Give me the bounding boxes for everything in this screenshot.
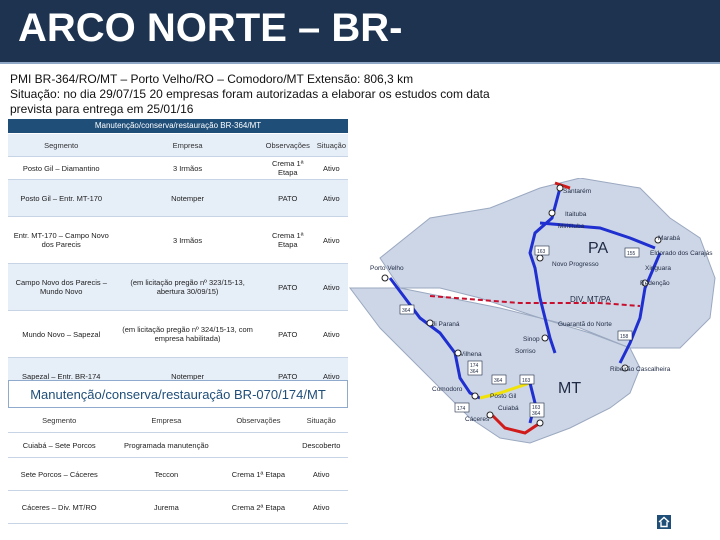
table-cell: Crema 2ª Etapa xyxy=(222,491,294,524)
table-row xyxy=(8,180,348,217)
shield-br163-364-top: 163 xyxy=(532,405,541,411)
city-novo-progresso: Novo Progresso xyxy=(552,261,599,268)
shield-br174-364-bottom: 364 xyxy=(470,369,479,375)
shield-br163-b-label: 163 xyxy=(522,378,531,384)
table-row xyxy=(8,264,348,311)
table-cell: Entr. MT-170 – Campo Novo dos Parecis xyxy=(8,217,114,264)
table-cell: Jurema xyxy=(110,491,222,524)
title-divider xyxy=(0,62,720,64)
home-icon[interactable] xyxy=(657,515,671,529)
table-cell: PATO xyxy=(261,264,315,311)
city-porto-velho: Porto Velho xyxy=(370,265,404,272)
city-maraba: Marabá xyxy=(658,235,681,242)
table-cell: Ativo xyxy=(315,180,348,217)
table-cell: PATO xyxy=(261,311,315,358)
table1-col-observacoes: Observações xyxy=(261,134,315,157)
city-ribeirao: Ribeirão Cascalheira xyxy=(610,366,671,373)
table2-col-observacoes: Observações xyxy=(222,408,294,433)
shield-br364-b-label: 364 xyxy=(494,378,503,384)
info-line-1: PMI BR-364/RO/MT – Porto Velho/RO – Comodoro/MT Extensão: 806,3 km xyxy=(10,72,414,86)
table-cell: Programada manutenção xyxy=(110,433,222,458)
table2-heading: Manutenção/conserva/restauração BR-070/174/MT xyxy=(8,380,348,408)
city-dot-sinop xyxy=(542,335,548,341)
city-redencao: Redenção xyxy=(640,280,670,287)
city-dot-itaituba xyxy=(549,210,555,216)
shield-br155-label: 155 xyxy=(627,251,636,257)
table-cell: Posto Gil – Diamantino xyxy=(8,157,114,180)
table-cell: 3 Irmãos xyxy=(114,157,260,180)
shield-br158-label: 158 xyxy=(620,334,629,340)
city-dot-cuiaba xyxy=(537,420,543,426)
city-guaranta: Guarantã do Norte xyxy=(558,321,612,328)
shield-br163-a-label: 163 xyxy=(537,249,546,255)
city-div-mtpa: DIV. MT/PA xyxy=(570,295,611,304)
city-dot-novo-progresso xyxy=(537,255,543,261)
state-label-pa: PA xyxy=(588,240,609,257)
city-dot-comodoro xyxy=(472,393,478,399)
table-cell: Ativo xyxy=(315,264,348,311)
info-line-3: prevista para entrega em 25/01/16 xyxy=(10,102,194,116)
table-cell: Cuiabá – Sete Porcos xyxy=(8,433,110,458)
table-row xyxy=(8,491,348,524)
table-cell: Ativo xyxy=(295,458,348,491)
info-line-2: Situação: no dia 29/07/15 20 empresas foram autorizadas a elaborar os estudos com data xyxy=(10,87,490,101)
table-cell: Ativo xyxy=(315,217,348,264)
table-cell: Sete Porcos – Cáceres xyxy=(8,458,110,491)
table1-col-segmento: Segmento xyxy=(8,134,114,157)
table1-heading: Manutenção/conserva/restauração BR-364/MT xyxy=(8,119,348,133)
table-cell: 3 Irmãos xyxy=(114,217,260,264)
state-label-mt: MT xyxy=(558,380,582,397)
shield-br163-364-bottom: 364 xyxy=(532,411,541,417)
table-row xyxy=(8,458,348,491)
table-cell: Crema 1ª Etapa xyxy=(261,157,315,180)
table1-col-situacao: Situação xyxy=(315,134,348,157)
table-cell: Cáceres – Div. MT/RO xyxy=(8,491,110,524)
city-santarem: Santarém xyxy=(563,188,592,195)
page-title: ARCO NORTE – BR- xyxy=(18,6,403,50)
city-comodoro: Comodoro xyxy=(432,386,463,393)
city-sinop: Sinop xyxy=(523,336,540,343)
table-cell: Notemper xyxy=(114,358,260,395)
table-cell: Posto Gil – Entr. MT-170 xyxy=(8,180,114,217)
table2-header-row xyxy=(8,408,348,433)
city-miritituba: Miritituba xyxy=(558,223,585,230)
city-caceres: Cáceres xyxy=(465,416,490,423)
city-vilhena: Vilhena xyxy=(460,351,482,358)
table-cell: Ativo xyxy=(315,358,348,395)
table2 xyxy=(8,408,348,524)
table-row xyxy=(8,157,348,180)
table-cell: PATO xyxy=(261,358,315,395)
table-cell: Mundo Novo – Sapezal xyxy=(8,311,114,358)
table-cell: (em licitação pregão nº 324/15-13, com empresa habilitada) xyxy=(114,311,260,358)
table1-col-empresa: Empresa xyxy=(114,134,260,157)
table-cell: Campo Novo dos Parecis – Mundo Novo xyxy=(8,264,114,311)
table2-col-segmento: Segmento xyxy=(8,408,110,433)
table-row xyxy=(8,433,348,458)
info-text xyxy=(10,72,510,117)
table-cell: Sapezal – Entr. BR-174 xyxy=(8,358,114,395)
table-cell: Teccon xyxy=(110,458,222,491)
table-row xyxy=(8,311,348,358)
table1 xyxy=(8,134,348,395)
table-cell: Notemper xyxy=(114,180,260,217)
table2-col-situacao: Situação xyxy=(295,408,348,433)
route-map xyxy=(340,178,720,458)
city-ji-parana: Ji Paraná xyxy=(432,321,460,328)
table1-header-row xyxy=(8,134,348,157)
city-xinguara: Xinguara xyxy=(645,265,672,272)
table-row xyxy=(8,217,348,264)
table-cell: PATO xyxy=(261,180,315,217)
table-cell: Crema 1ª Etapa xyxy=(222,458,294,491)
table-cell: Crema 1ª Etapa xyxy=(261,217,315,264)
table-cell: (em licitação pregão nº 323/15-13, abertura 30/09/15) xyxy=(114,264,260,311)
city-posto-gil: Posto Gil xyxy=(490,393,517,400)
table-cell: Ativo xyxy=(315,157,348,180)
shield-br174-364-top: 174 xyxy=(470,363,479,369)
city-itaituba: Itaituba xyxy=(565,211,587,218)
table-cell: Ativo xyxy=(295,491,348,524)
title-bar xyxy=(0,0,720,62)
table2-col-empresa: Empresa xyxy=(110,408,222,433)
city-sorriso: Sorriso xyxy=(515,348,536,355)
table-cell xyxy=(222,433,294,458)
shield-br174-label: 174 xyxy=(457,406,466,412)
city-cuiaba: Cuiabá xyxy=(498,405,519,412)
city-eldorado: Eldorado dos Carajás xyxy=(650,250,713,257)
table-cell: Descoberto xyxy=(295,433,348,458)
table-cell: Ativo xyxy=(315,311,348,358)
shield-br364-a-label: 364 xyxy=(402,308,411,314)
city-dot-porto-velho xyxy=(382,275,388,281)
